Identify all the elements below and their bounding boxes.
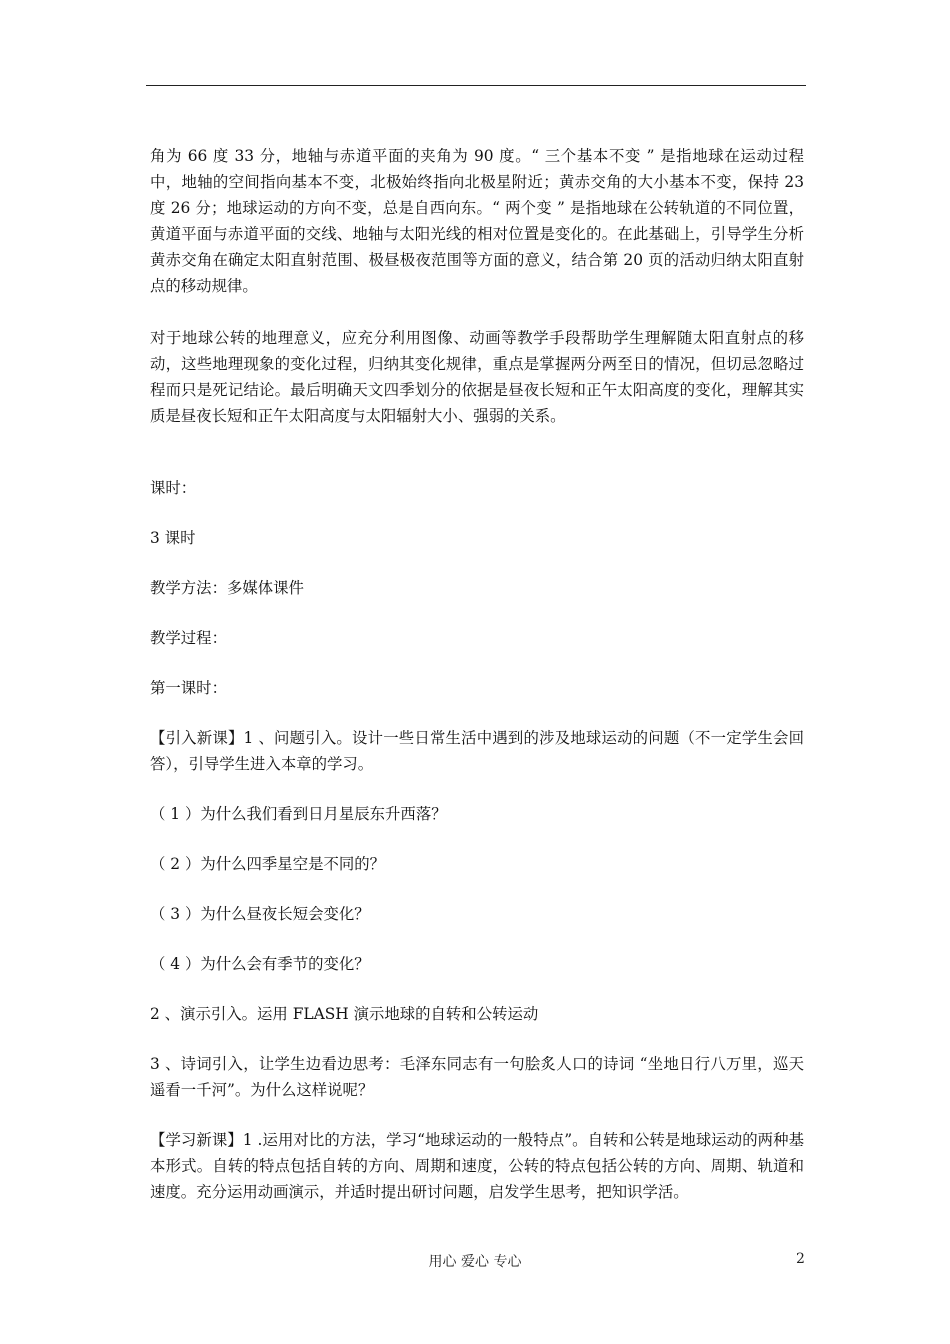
question-item-3: （ 3 ）为什么昼夜长短会变化？ — [150, 905, 370, 923]
paragraph-intro-new-lesson: 【引入新课】1 、问题引入。设计一些日常生活中遇到的涉及地球运动的问题（不一定学生会回答），引导学生进入本章的学习。 — [150, 729, 804, 773]
paragraph-poem-intro: 3 、诗词引入，让学生边看边思考：毛泽东同志有一句脍炙人口的诗词 “坐地日行八万里，巡天遥看一千河”。为什么这样说呢？ — [150, 1055, 804, 1099]
paragraph-geographic-significance: 对于地球公转的地理意义，应充分利用图像、动画等教学手段帮助学生理解随太阳直射点的移动，这些地理现象的变化过程，归纳其变化规律，重点是掌握两分两至日的情况，但切忌忽略过程而只是死记结论。最后明确天文四季划分的依据是昼夜长短和正午太阳高度的变化，理解其实质是昼夜长短和正午太阳高度与太阳辐射大小、强弱的关系。 — [150, 329, 804, 425]
question-item-4: （ 4 ）为什么会有季节的变化？ — [150, 955, 370, 973]
question-item-1: （ 1 ）为什么我们看到日月星辰东升西落？ — [150, 805, 447, 823]
page-number: 2 — [796, 1251, 805, 1267]
label-class-hours: 课时： — [150, 479, 197, 497]
teaching-process-heading: 教学过程： — [150, 629, 227, 647]
header-rule — [146, 85, 806, 86]
paragraph-huangchi-intro: 角为 66 度 33 分，地轴与赤道平面的夹角为 90 度。“ 三个基本不变 ” 是指地球在运动过程中，地轴的空间指向基本不变，北极始终指向北极星附近；黄赤交角的大小基本不变，保持 23 度 26 分；地球运动的方向不变，总是自西向东。“ 两个变 ” 是指地球在公转轨道的不同位置，黄道平面与赤道平面的交线、地轴与太阳光线的相对位置是变化的。在此基础上，引导学生分析黄赤交角在确定太阳直射范围、极昼极夜范围等方面的意义，结合第 20 页的活动归纳太阳直射点的移动规律。 — [150, 147, 804, 295]
first-lesson-heading: 第一课时： — [150, 679, 227, 697]
question-item-2: （ 2 ）为什么四季星空是不同的？ — [150, 855, 386, 873]
paragraph-demo-intro: 2 、演示引入。运用 FLASH 演示地球的自转和公转运动 — [150, 1005, 539, 1023]
document-body — [150, 143, 804, 1205]
footer-motto: 用心 爱心 专心 — [428, 1254, 522, 1270]
value-class-hours: 3 课时 — [150, 529, 196, 547]
teaching-method: 教学方法：多媒体课件 — [150, 579, 304, 597]
paragraph-learn-new-lesson: 【学习新课】1 .运用对比的方法，学习“地球运动的一般特点”。自转和公转是地球运动的两种基本形式。自转的特点包括自转的方向、周期和速度，公转的特点包括公转的方向、周期、轨道和速度。充分运用动画演示，并适时提出研讨问题，启发学生思考，把知识学活。 — [150, 1131, 804, 1201]
